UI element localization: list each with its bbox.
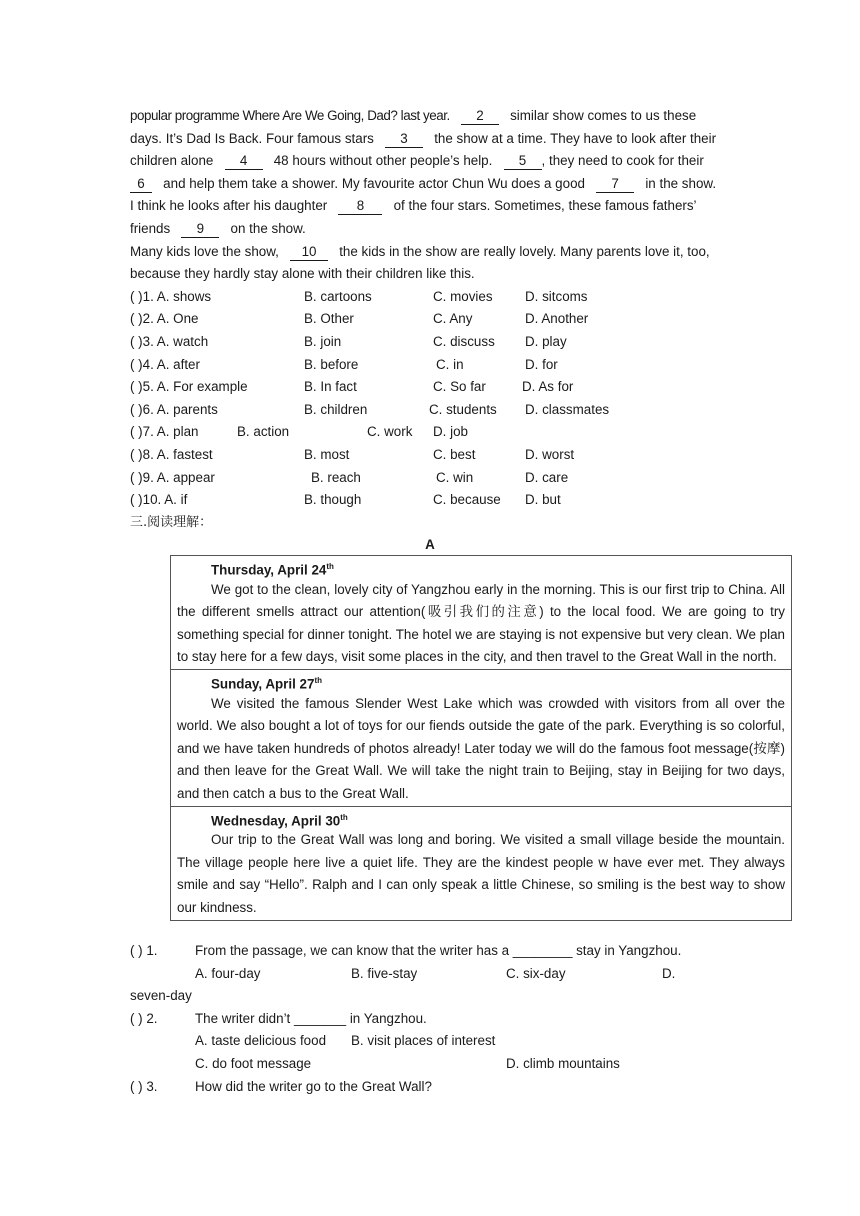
cloze-passage	[130, 105, 734, 557]
diary-entry	[171, 670, 791, 807]
cloze-line: popular programme Where Are We Going, Dad? last year. 2 similar show comes to us these	[130, 108, 697, 123]
diary-text: Our trip to the Great Wall was long and boring. We visited a small village beside the mountain. The village people here live a quiet life. They are the kindest people w have ever met. They always smile and say “Hello”. Ralph and I can only speak a little Chinese, so smiling is the best way to show our kindness.	[177, 832, 785, 915]
option-row: ( )7. A. plan B. action C. work D. job	[130, 424, 468, 440]
blank-6[interactable]: 6	[130, 175, 152, 193]
question-1-wrap: seven-day	[130, 988, 192, 1004]
question-1-options: A. four-day B. five-stay C. six-day D.	[195, 965, 676, 981]
question-2: ( ) 2. The writer didn’t _______ in Yangzhou.	[130, 1010, 427, 1026]
option-row: ( )1. A. shows B. cartoons C. movies D. sitcoms	[130, 288, 588, 304]
question-1: ( ) 1. From the passage, we can know that the writer has a ________ stay in Yangzhou.	[130, 943, 682, 958]
diary-date: Thursday, April 24th	[211, 562, 334, 578]
cloze-line: Many kids love the show, 10 the kids in the show are really lovely. Many parents love it, too,	[130, 243, 710, 259]
option-row: ( )4. A. after B. before C. in D. for	[130, 356, 558, 372]
diary-text: We got to the clean, lovely city of Yangzhou early in the morning. This is our first trip to China. All the different smells attract our attention(吸引我们的注意) to the local food. We are going to try something special for dinner tonight. The hotel we are staying is not expensive but very clean. We plan to stay here for a few days, visit some places in the city, and then travel to the Great Wall in the north.	[177, 581, 785, 665]
question-2-options: A. taste delicious food B. visit places of interest	[195, 1033, 496, 1049]
question-2-options: C. do foot message D. climb mountains	[195, 1055, 620, 1071]
option-row: ( )6. A. parents B. children C. students D. classmates	[130, 401, 610, 417]
blank-7[interactable]: 7	[596, 175, 634, 193]
cloze-line: days. It’s Dad Is Back. Four famous stars 3 the show at a time. They have to look after their	[130, 130, 717, 146]
option-row: ( )5. A. For example B. In fact C. So far D. As for	[130, 379, 574, 395]
reading-questions	[130, 940, 734, 1098]
option-row: ( )8. A. fastest B. most C. best D. worst	[130, 446, 575, 462]
cloze-line: children alone 4 48 hours without other people’s help. 5 , they need to cook for their	[130, 153, 704, 169]
diary-date: Sunday, April 27th	[211, 675, 322, 692]
blank-5[interactable]: 5	[504, 152, 542, 170]
diary-date: Wednesday, April 30th	[211, 812, 348, 828]
blank-10[interactable]: 10	[290, 243, 328, 261]
option-row: ( )9. A. appear B. reach C. win D. care	[130, 469, 569, 485]
diary-entry	[171, 807, 791, 920]
blank-3[interactable]: 3	[385, 130, 423, 148]
blank-2[interactable]: 2	[461, 107, 499, 125]
diary-entry	[171, 556, 791, 670]
section-title: 三.阅读理解：	[130, 514, 213, 530]
option-row: ( )2. A. One B. Other C. Any D. Another	[130, 311, 589, 327]
question-3: ( ) 3. How did the writer go to the Great Wall?	[130, 1078, 432, 1094]
cloze-line: 6 and help them take a shower. My favourite actor Chun Wu does a good 7 in the show.	[130, 173, 734, 196]
diary-text: We visited the famous Slender West Lake which was crowded with visitors from all over the world. We also bought a lot of toys for our fiends outside the gate of the park. Everything is so colorful, and we have taken hundreds of photos already! Later today we will do the famous foot message(按摩) and then leave for the Great Wall. We will take the night train to Beijing, stay in Beijing for two days, and then catch a bus to the Great Wall.	[177, 695, 785, 801]
cloze-line: friends 9 on the show.	[130, 220, 306, 236]
passage-label: A	[425, 537, 435, 553]
option-row: ( )3. A. watch B. join C. discuss D. play	[130, 333, 567, 349]
blank-4[interactable]: 4	[225, 152, 263, 170]
diary-table	[170, 555, 792, 921]
blank-9[interactable]: 9	[181, 220, 219, 238]
cloze-options	[130, 286, 734, 512]
cloze-line: I think he looks after his daughter 8 of the four stars. Sometimes, these famous fathers’	[130, 198, 697, 214]
option-row: ( )10. A. if B. though C. because D. but	[130, 492, 561, 508]
cloze-line: because they hardly stay alone with their children like this.	[130, 266, 475, 282]
blank-8[interactable]: 8	[338, 197, 382, 215]
